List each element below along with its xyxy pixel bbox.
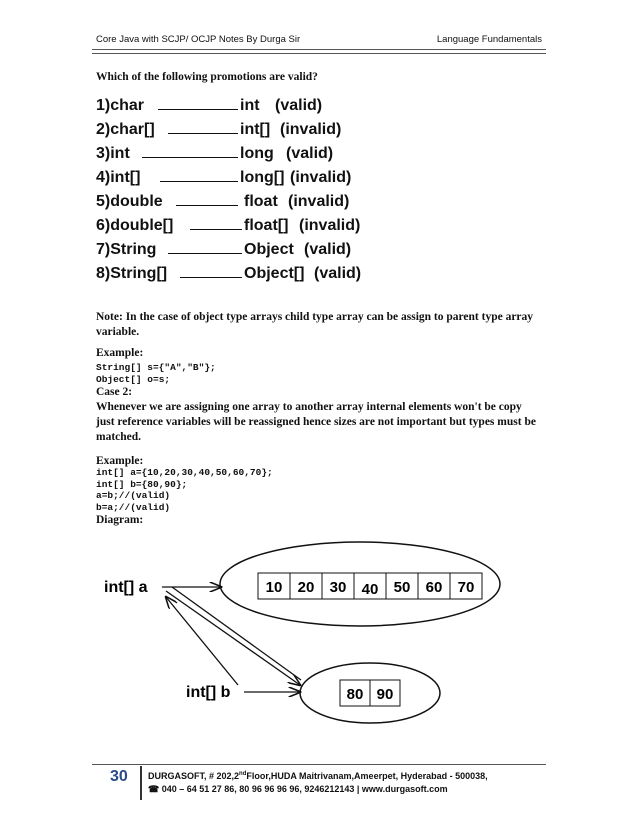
promotion-line [160,181,238,182]
footer-address-text: DURGASOFT, # 202,2 [148,771,240,781]
footer-superscript: nd [239,771,247,777]
question-text: Which of the following promotions are valid? [96,71,318,83]
arrow-a-to-array-b-edge [172,587,301,680]
array-a-cells [258,573,482,599]
array-a-value: 50 [393,579,411,596]
promotion-status: (invalid) [299,217,361,234]
example2-code [96,467,273,513]
promotion-line [168,253,242,254]
var-a-label: int[] a [104,579,148,596]
code-line: a=b;//(valid) [96,490,171,501]
array-a-value: 20 [297,579,315,596]
footer-address [148,768,488,796]
array-diagram [90,535,520,755]
promotion-line [180,277,242,278]
arrow-a-to-array-b [166,591,300,685]
footer-line-2 [148,783,488,796]
header-title: Core Java with SCJP/ OCJP Notes By Durga Sir [96,34,301,45]
promotion-from: 1)char [96,97,145,114]
array-a-value: 10 [265,579,283,596]
promotion-to: Object [244,241,294,258]
promotion-line [158,109,238,110]
promotion-line [176,205,238,206]
promotion-status: (invalid) [288,193,350,210]
promotion-status: (valid) [286,145,334,162]
code-line: String[] s={"A","B"}; [96,362,216,373]
footer-contact: 040 – 64 51 27 86, 80 96 96 96 96, 9246212143 | www.durgasoft.com [161,784,448,794]
case2-text: Whenever we are assigning one array to another array internal elements won't be copy just reference variables will be reassigned hence sizes are not important but types must be matched. [96,401,536,443]
page-number: 30 [110,768,128,785]
promotion-from: 6)double[] [96,217,174,234]
promotion-status: (valid) [314,265,362,282]
example2-label: Example: [96,455,144,467]
array-a-value: 60 [425,579,443,596]
promotion-status: (valid) [275,97,323,114]
arrow-b-to-array-a [166,597,238,685]
promotion-status: (valid) [304,241,352,258]
promotion-to: long[] [240,169,285,186]
phone-icon: ☎ [148,784,160,794]
promotion-status: (invalid) [280,121,342,138]
promotion-from: 4)int[] [96,169,141,186]
footer-divider [92,764,546,765]
header-section: Language Fundamentals [436,34,542,45]
array-a-value: 70 [457,579,475,596]
promotion-to: float[] [244,217,289,234]
code-line: Object[] o=s; [96,373,171,385]
promotion-line [168,133,238,134]
note-text: Note: In the case of object type arrays child type array can be assign to parent type array variable. [96,311,534,338]
example1-label: Example: [96,347,144,359]
promotions-list [96,97,396,297]
promotion-to: Object[] [244,265,305,282]
array-b-cells [340,680,400,706]
var-b-label: int[] b [186,684,231,701]
footer-separator [140,766,142,800]
array-b-value: 80 [346,686,364,703]
promotion-status: (invalid) [290,169,352,186]
array-a-value: 30 [329,579,347,596]
promotion-to: long [240,145,274,162]
example1-code [96,362,216,385]
array-b-value: 90 [376,686,394,703]
promotion-to: float [244,193,278,210]
diagram-label: Diagram: [96,514,144,526]
promotion-from: 8)String[] [96,265,168,282]
code-line: int[] b={80,90}; [96,478,188,490]
promotion-to: int [240,97,260,114]
promotion-from: 7)String [96,241,157,258]
case2-label: Case 2: [96,386,133,398]
promotion-line [142,157,238,158]
code-line: int[] a={10,20,30,40,50,60,70}; [96,467,273,478]
code-line: b=a;//(valid) [96,501,171,513]
array-a-value: 40 [361,581,379,598]
promotion-line [190,229,242,230]
footer-line-1 [148,768,488,783]
promotion-from: 2)char[] [96,121,155,138]
header-divider [92,49,546,54]
promotion-to: int[] [240,121,271,138]
promotion-from: 3)int [96,145,130,162]
promotion-from: 5)double [96,193,163,210]
footer-address-rest: Floor,HUDA Maitrivanam,Ameerpet, Hyderabad - 500038, [246,771,488,781]
